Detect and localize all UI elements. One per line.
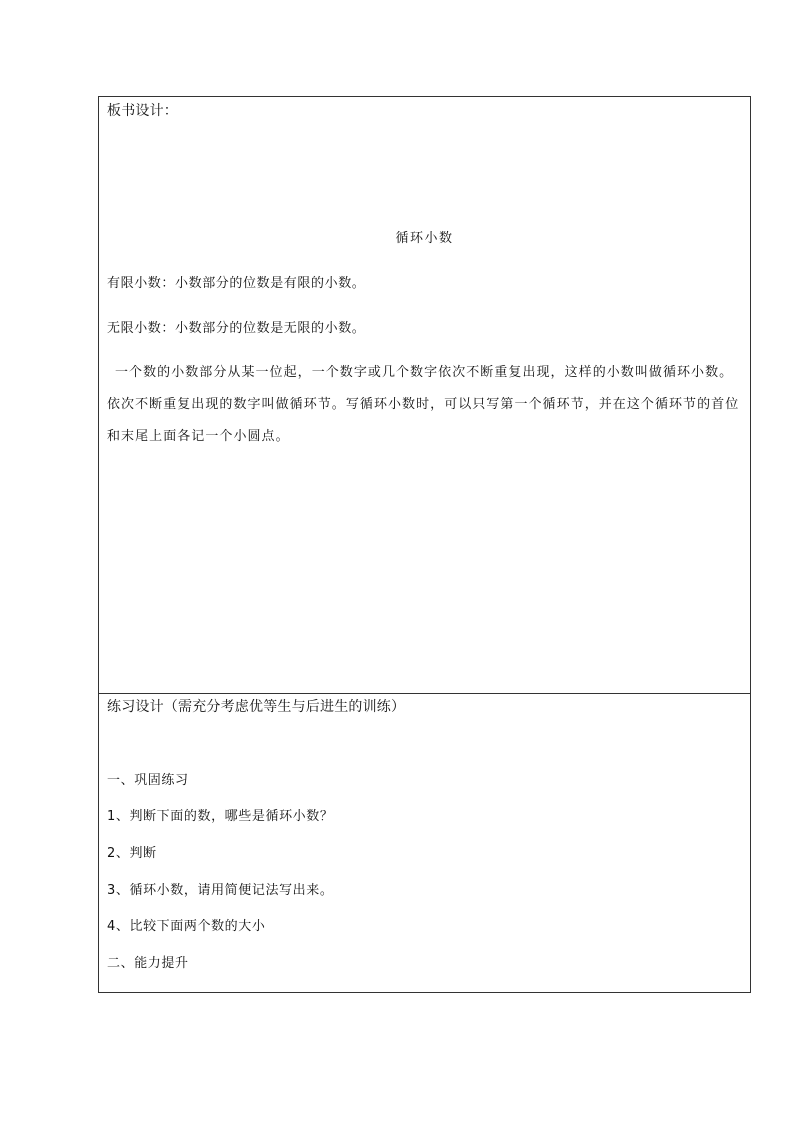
- exercise-item: 4、比较下面两个数的大小: [107, 919, 266, 934]
- section-consolidation-practice: 一、巩固练习: [107, 773, 189, 788]
- finite-decimal-definition: 有限小数：小数部分的位数是有限的小数。: [107, 276, 366, 291]
- exercise-item: 1、判断下面的数，哪些是循环小数？: [107, 809, 334, 824]
- repeating-decimal-paragraph: 一个数的小数部分从某一位起，一个数字或几个数字依次不断重复出现，这样的小数叫做循环小数。依次不断重复出现的数字叫做循环节。写循环小数时，可以只写第一个循环节，并在这个循环节的首位和末尾上面各记一个小圆点。: [107, 365, 740, 444]
- infinite-decimal-definition: 无限小数：小数部分的位数是无限的小数。: [107, 321, 366, 336]
- board-design-heading: 板书设计：: [107, 103, 178, 119]
- board-title: 循环小数: [395, 231, 454, 246]
- lesson-plan-table: [98, 96, 751, 993]
- exercise-design-heading: 练习设计（需充分考虑优等生与后进生的训练）: [107, 699, 406, 715]
- exercise-item: 3、循环小数，请用简便记法写出来。: [107, 883, 334, 898]
- board-design-cell: [99, 97, 750, 694]
- exercise-design-cell: [99, 694, 750, 992]
- exercise-item: 2、判断: [107, 846, 157, 861]
- section-ability-improvement: 二、能力提升: [107, 956, 189, 971]
